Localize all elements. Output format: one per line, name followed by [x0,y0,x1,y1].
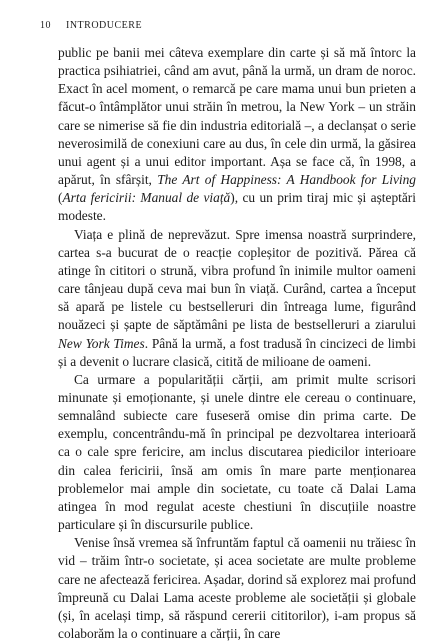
paragraph [58,371,416,534]
text-run: Venise însă vremea să înfruntăm faptul că oamenii nu trăiesc în vid – trăim într-o societate, și acea societate are multe probleme care ne afectează fericirea. Așadar, dorind să explorez mai profund împreună cu Dalai Lama aceste probleme ale societății și globale (și, în același timp, să răspund cererii cititorilor), i-am propus să colaborăm la o continuare a cărții, în care [58,535,416,641]
text-run: ( [58,190,63,206]
text-run: . Până la urmă, a fost tradusă în cincizeci de limbi și a devenit o lucrare clasică, citită de milioane de oameni. [58,335,416,369]
paragraph [58,226,416,371]
text-run: ), cu un prim tiraj mic și așteptări modeste. [58,190,416,224]
page-number: 10 [40,20,51,31]
text-run: Viața e plină de neprevăzut. Spre imensa noastră surprindere, cartea s-a bucurat de o reacție copleșitor de pozitivă. Părea că atinge în cititori o strună, vibra profund în inimile multor oameni care tânjeau după ceva mai bun în viață. Curând, cartea a început să apară pe listele cu bestselleruri din întreaga lume, figurând nouăzeci și șapte de săptămâni pe lista de bestselleruri a ziarului [58,226,416,333]
text-run: public pe banii mei câteva exemplare din carte și să mă întorc la practica psihiatriei, când am avut, până la urmă, un dram de noroc. Exact în acel moment, o remarcă pe care mama unui bun prieten a făcut-o întâmplător unui străin în metrou, la New York – un străin care se nimerise să fie din industria editorială –, a declanșat o serie neverosimilă de conexiuni care au dus, în cele din urmă, la găsirea unui agent și a unui editor important. Așa se face că, în 1998, a apărut, în sfârșit, [58,45,416,188]
paragraph [58,534,416,643]
paragraph-continued [58,44,416,226]
newspaper-title: New York Times [58,335,145,351]
running-head [40,20,142,31]
body-text [58,44,416,643]
book-title-english: The Art of Happiness: A Handbook for Living [157,172,416,188]
text-run: Ca urmare a popularității cărții, am primit multe scrisori minunate și emoționante, și unele dintre ele cereau o continuare, semnalând subiecte care fuseseră omise din prima carte. De exemplu, concentrându-mă în principal pe dezvoltarea interioară ca o cale spre fericire, am inclus discutarea piedicilor interioare din calea fericirii, însă am omis în mare parte menționarea problemelor mai ample din societate, cu toate că Dalai Lama atingea în mod regulat aceste chestiuni în discuțiile noastre particulare și în discursurile publice. [58,371,416,533]
book-title-romanian: Arta fericirii: Manual de viață [62,190,231,206]
section-title: INTRODUCERE [66,20,143,31]
